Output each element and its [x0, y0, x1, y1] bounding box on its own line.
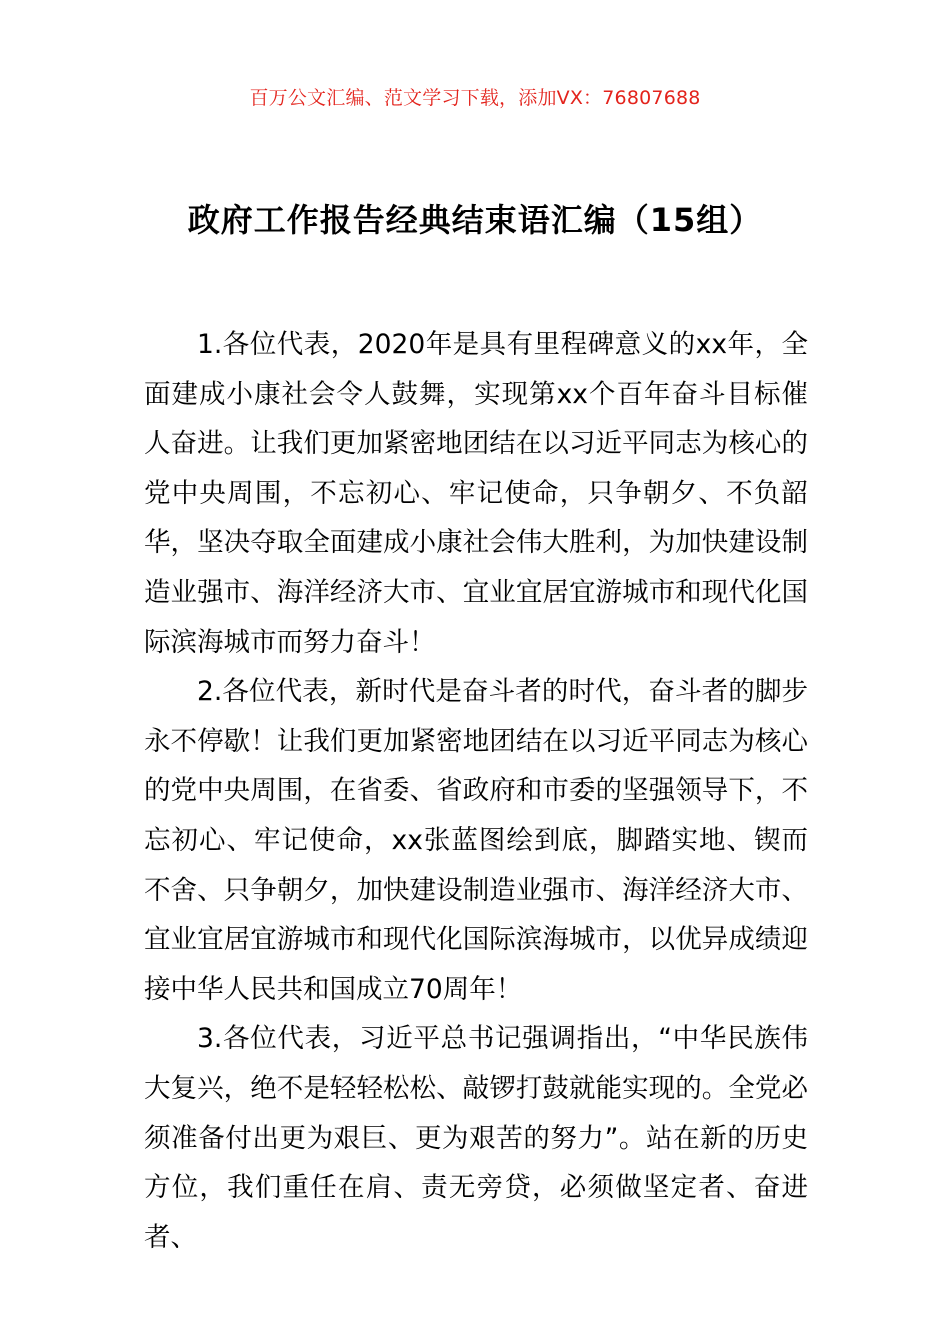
- paragraph-3: 3.各位代表，习近平总书记强调指出，“中华民族伟大复兴，绝不是轻轻松松、敲锣打鼓就能实现的。全党必须准备付出更为艰巨、更为艰苦的努力”。站在新的历史方位，我们重任在肩、责无旁贷，必须做坚定者、奋进者、: [144, 1023, 808, 1253]
- paragraph-2: 2.各位代表，新时代是奋斗者的时代，奋斗者的脚步永不停歇！让我们更加紧密地团结在以习近平同志为核心的党中央周围，在省委、省政府和市委的坚强领导下，不忘初心、牢记使命，xx张蓝图绘到底，脚踏实地、锲而不舍、只争朝夕，加快建设制造业强市、海洋经济大市、宜业宜居宜游城市和现代化国际滨海城市，以优异成绩迎接中华人民共和国成立70周年！: [144, 676, 808, 1005]
- document-title: 政府工作报告经典结束语汇编（15组）: [187, 201, 763, 239]
- paragraph-1: 1.各位代表，2020年是具有里程碑意义的xx年，全面建成小康社会令人鼓舞，实现第xx个百年奋斗目标催人奋进。让我们更加紧密地团结在以习近平同志为核心的党中央周围，不忘初心、牢记使命，只争朝夕、不负韶华，坚决夺取全面建成小康社会伟大胜利，为加快建设制造业强市、海洋经济大市、宜业宜居宜游城市和现代化国际滨海城市而努力奋斗！: [144, 329, 808, 658]
- document-body: [144, 320, 808, 1262]
- header-notice: 百万公文汇编、范文学习下载，添加VX：76807688: [249, 87, 701, 109]
